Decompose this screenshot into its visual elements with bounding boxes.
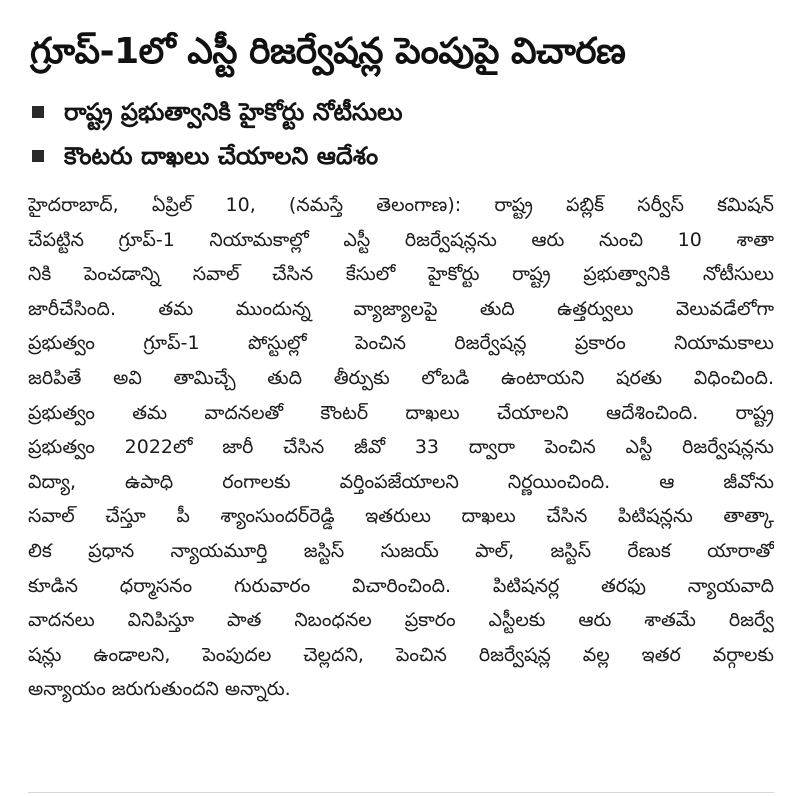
body-line: సవాల్ చేస్తూ పీ శ్యాంసుందర్‌రెడ్డి ఇతరులు దాఖలు చేసిన పిటిషన్లను తాత్కా [28, 505, 774, 528]
body-line: నికి పెంచడాన్ని సవాల్ చేసిన కేసులో హైకోర్టు రాష్ట్ర ప్రభుత్వానికి నోటీసులు [28, 263, 774, 286]
subhead-text: కౌంటరు దాఖలు చేయాలని ఆదేశం [64, 142, 379, 170]
body-line: వాదనలు వినిపిస్తూ పాత నిబంధనల ప్రకారం ఎస్టీలకు ఆరు శాతమే రిజర్వే [28, 609, 774, 632]
subhead-notices [28, 90, 774, 134]
body-line: లిక ప్రధాన న్యాయమూర్తి జస్టిస్ సుజయ్ పాల్, జస్టిస్ రేణుక యారాతో [28, 539, 774, 562]
bottom-divider [28, 792, 774, 793]
body-line: ప్రభుత్వం గ్రూప్-1 పోస్టుల్లో పెంచిన రిజర్వేషన్ల ప్రకారం నియామకాలు [28, 332, 774, 355]
article-body [28, 188, 774, 707]
body-line: జరిపితే అవి తామిచ్చే తుది తీర్పుకు లోబడి ఉంటాయని షరతు విధించింది. [28, 366, 774, 389]
body-line: కూడిన ధర్మాసనం గురువారం విచారించింది. పిటిషనర్ల తరఫు న్యాయవాది [28, 574, 774, 597]
square-bullet-icon [32, 106, 44, 118]
body-line: ప్రభుత్వం తమ వాదనలతో కౌంటర్ దాఖలు చేయాలని ఆదేశించింది. రాష్ట్ర [28, 401, 774, 424]
subheads [28, 90, 774, 178]
body-line: హైదరాబాద్, ఏప్రిల్ 10, (నమస్తే తెలంగాణ): రాష్ట్ర పబ్లిక్ సర్వీస్ కమిషన్ [28, 194, 774, 216]
body-line: ప్రభుత్వం 2022లో జారీ చేసిన జీవో 33 ద్వారా పెంచిన ఎస్టీ రిజర్వేషన్లను [28, 436, 774, 459]
body-line: షన్లు ఉండాలని, పెంపుదల చెల్లదని, పెంచిన రిజర్వేషన్ల వల్ల ఇతర వర్గాలకు [28, 643, 774, 666]
square-bullet-icon [32, 150, 44, 162]
body-line: విద్యా, ఉపాధి రంగాలకు వర్తింపజేయాలని నిర్ణయించింది. ఆ జీవోను [28, 470, 774, 493]
body-line: అన్యాయం జరుగుతుందని అన్నారు. [28, 678, 291, 701]
subhead-counter-order [28, 134, 774, 178]
body-line: చేపట్టిన గ్రూప్-1 నియామకాల్లో ఎస్టీ రిజర్వేషన్లను ఆరు నుంచి 10 శాతా [28, 228, 774, 251]
body-line: జారీచేసింది. తమ ముందున్న వ్యాజ్యాలపై తుది ఉత్తర్వులు వెలువడేలోగా [28, 297, 774, 320]
subhead-text: రాష్ట్ర ప్రభుత్వానికి హైకోర్టు నోటీసులు [64, 98, 403, 126]
headline: గ్రూప్-1లో ఎస్టీ రిజర్వేషన్ల పెంపుపై విచారణ [30, 31, 626, 72]
